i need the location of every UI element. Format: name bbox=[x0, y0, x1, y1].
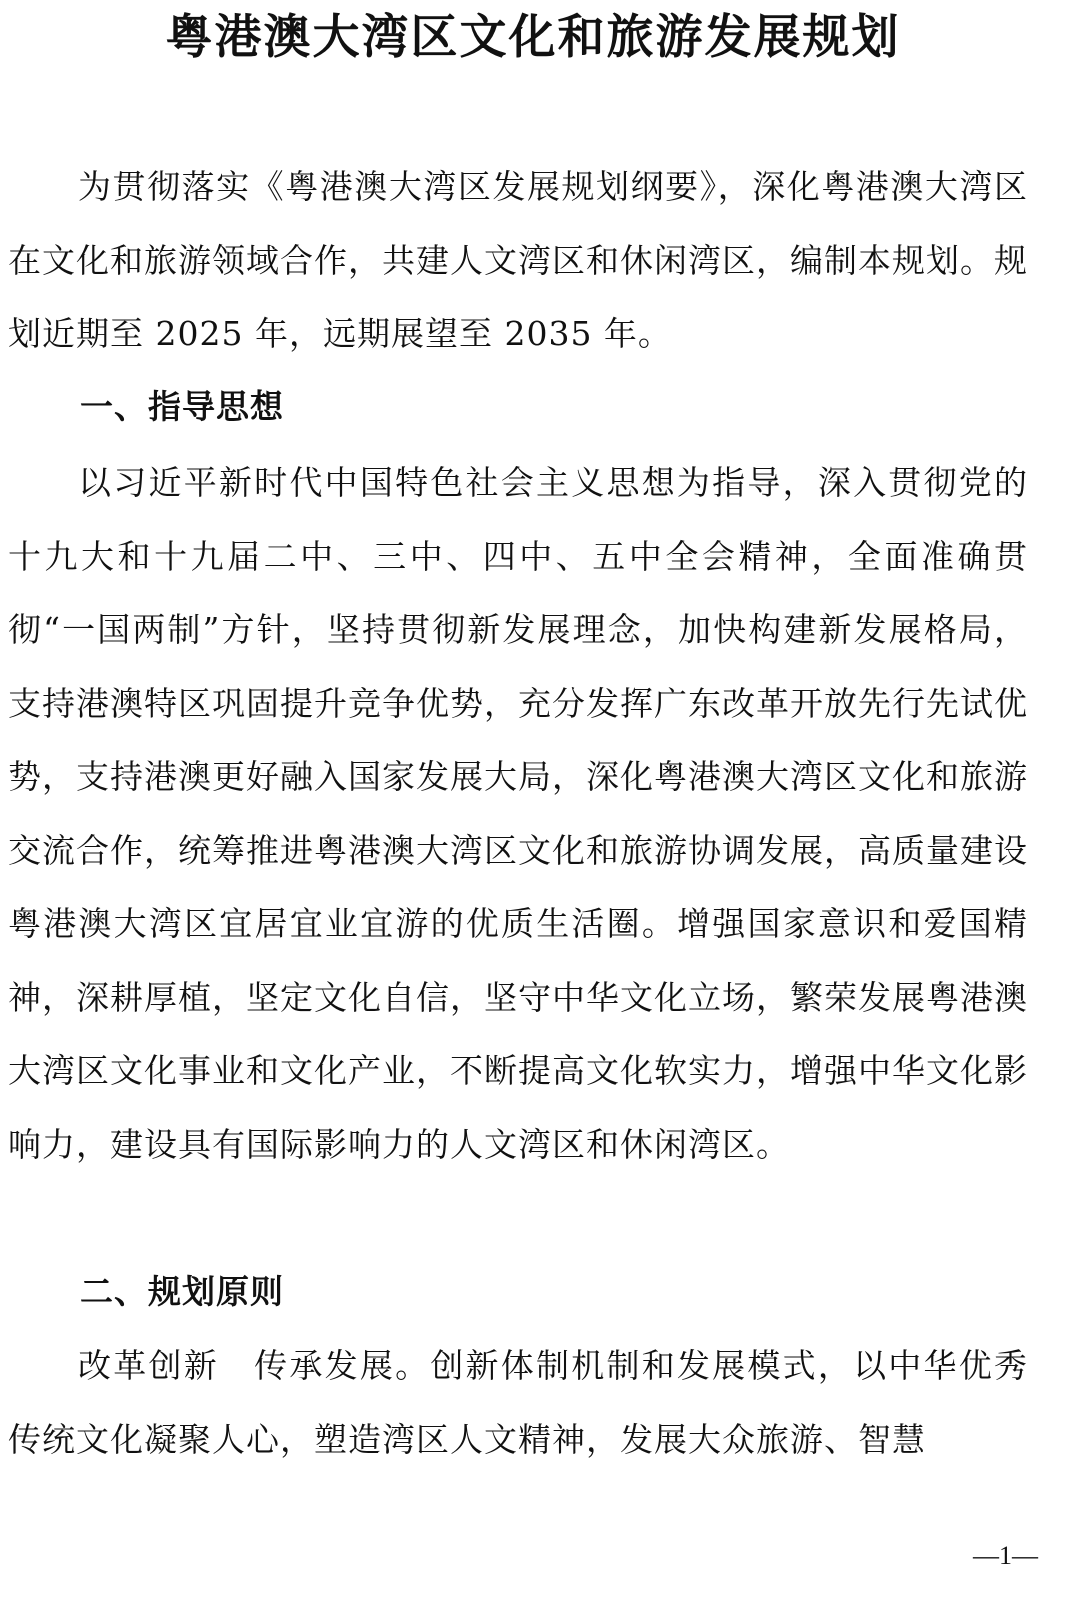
page-number: —1— bbox=[973, 1541, 1038, 1570]
section-heading-planning-principles: 二、规划原则 bbox=[80, 1272, 284, 1311]
principle-lead-phrase: 改革创新 传承发展。 bbox=[78, 1346, 431, 1385]
intro-paragraph: 为贯彻落实《粤港澳大湾区发展规划纲要》，深化粤港澳大湾区在文化和旅游领域合作，共建人文湾区和休闲湾区，编制本规划。规划近期至 2025 年，远期展望至 2035 年。 bbox=[8, 167, 1028, 353]
document-title: 粤港澳大湾区文化和旅游发展规划 bbox=[165, 10, 901, 65]
guiding-ideology-paragraph: 以习近平新时代中国特色社会主义思想为指导，深入贯彻党的十九大和十九届二中、三中、四中、五中全会精神，全面准确贯彻“一国两制”方针，坚持贯彻新发展理念，加快构建新发展格局，支持港澳特区巩固提升竞争优势，充分发挥广东改革开放先行先试优势，支持港澳更好融入国家发展大局，深化粤港澳大湾区文化和旅游交流合作，统筹推进粤港澳大湾区文化和旅游协调发展，高质量建设粤港澳大湾区宜居宜业宜游的优质生活圈。增强国家意识和爱国精神，深耕厚植，坚定文化自信，坚守中华文化立场，繁荣发展粤港澳大湾区文化事业和文化产业，不断提高文化软实力，增强中华文化影响力，建设具有国际影响力的人文湾区和休闲湾区。 bbox=[8, 463, 1028, 1164]
section-heading-guiding-ideology: 一、指导思想 bbox=[80, 387, 284, 426]
planning-principles-paragraph bbox=[8, 1329, 1028, 1476]
principle-text: 创新体制机制和发展模式，以中华优秀传统文化凝聚人心，塑造湾区人文精神，发展大众旅游、智慧 bbox=[8, 1346, 1029, 1459]
